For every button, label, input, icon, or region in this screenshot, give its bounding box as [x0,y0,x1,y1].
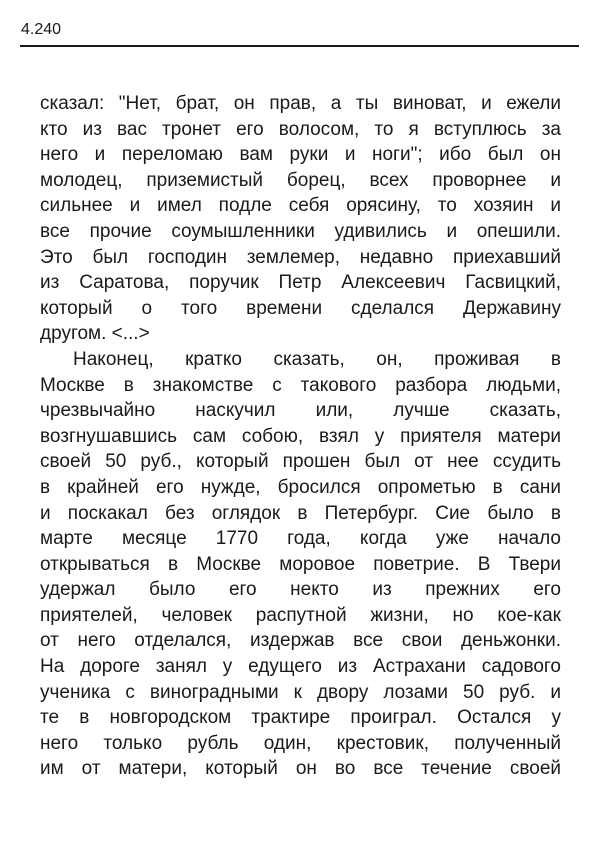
running-header: 4.240 [21,21,62,38]
text-line: другом. <...> [40,323,150,345]
text-line: который о того времени сделался Державину [40,297,561,319]
text-line: Это был господин землемер, недавно приехавший [40,246,561,268]
text-line: кто из вас тронет его волосом, то я вступлюсь за [40,118,561,140]
text-line: своей 50 руб., который прошен был от нее ссудить [40,451,561,473]
text-line: Москве в знакомстве с такового разбора людьми, [40,374,561,396]
text-line: те в новгородском трактире проиграл. Остался у [40,707,561,729]
text-line: открываться в Москве моровое поветрие. В Твери [40,553,561,575]
text-line: приятелей, человек распутной жизни, но кое-как [40,604,561,626]
text-line: него только рубль один, крестовик, полученный [40,732,561,754]
text-line: им от матери, который он во все течение своей [40,758,561,780]
text-line: него и переломаю вам руки и ноги"; ибо был он [40,144,561,166]
text-line: молодец, приземистый борец, всех проворнее и [40,169,561,191]
text-line: На дороге занял у едущего из Астрахани садового [40,656,561,678]
text-line: удержал было его некто из прежних его [40,579,561,601]
text-line: ученика с виноградными к двору лозами 50 руб. и [40,681,561,703]
text-line: сказал: "Нет, брат, он прав, а ты виноват, и ежели [40,93,561,114]
text-body [40,91,561,782]
text-line: все прочие соумышленники удивились и опешили. [40,220,561,242]
text-line: в крайней его нужде, бросился опрометью в сани [40,476,561,498]
text-line: и поскакал без оглядок в Петербург. Сие было в [40,502,561,524]
text-line: из Саратова, поручик Петр Алексеевич Гасвицкий, [40,272,561,294]
text-line: возгнушавшись сам собою, взял у приятеля матери [40,425,561,447]
text-line: сильнее и имел подле себя орясину, то хозяин и [40,195,561,217]
header-rule [20,45,579,47]
text-line: чрезвычайно наскучил или, лучше сказать, [40,400,561,422]
text-line: Наконец, кратко сказать, он, проживая в [73,348,561,370]
text-line: марте месяце 1770 года, когда уже начало [40,528,561,550]
text-line: от него отделался, издержав все свои деньжонки. [40,630,561,652]
